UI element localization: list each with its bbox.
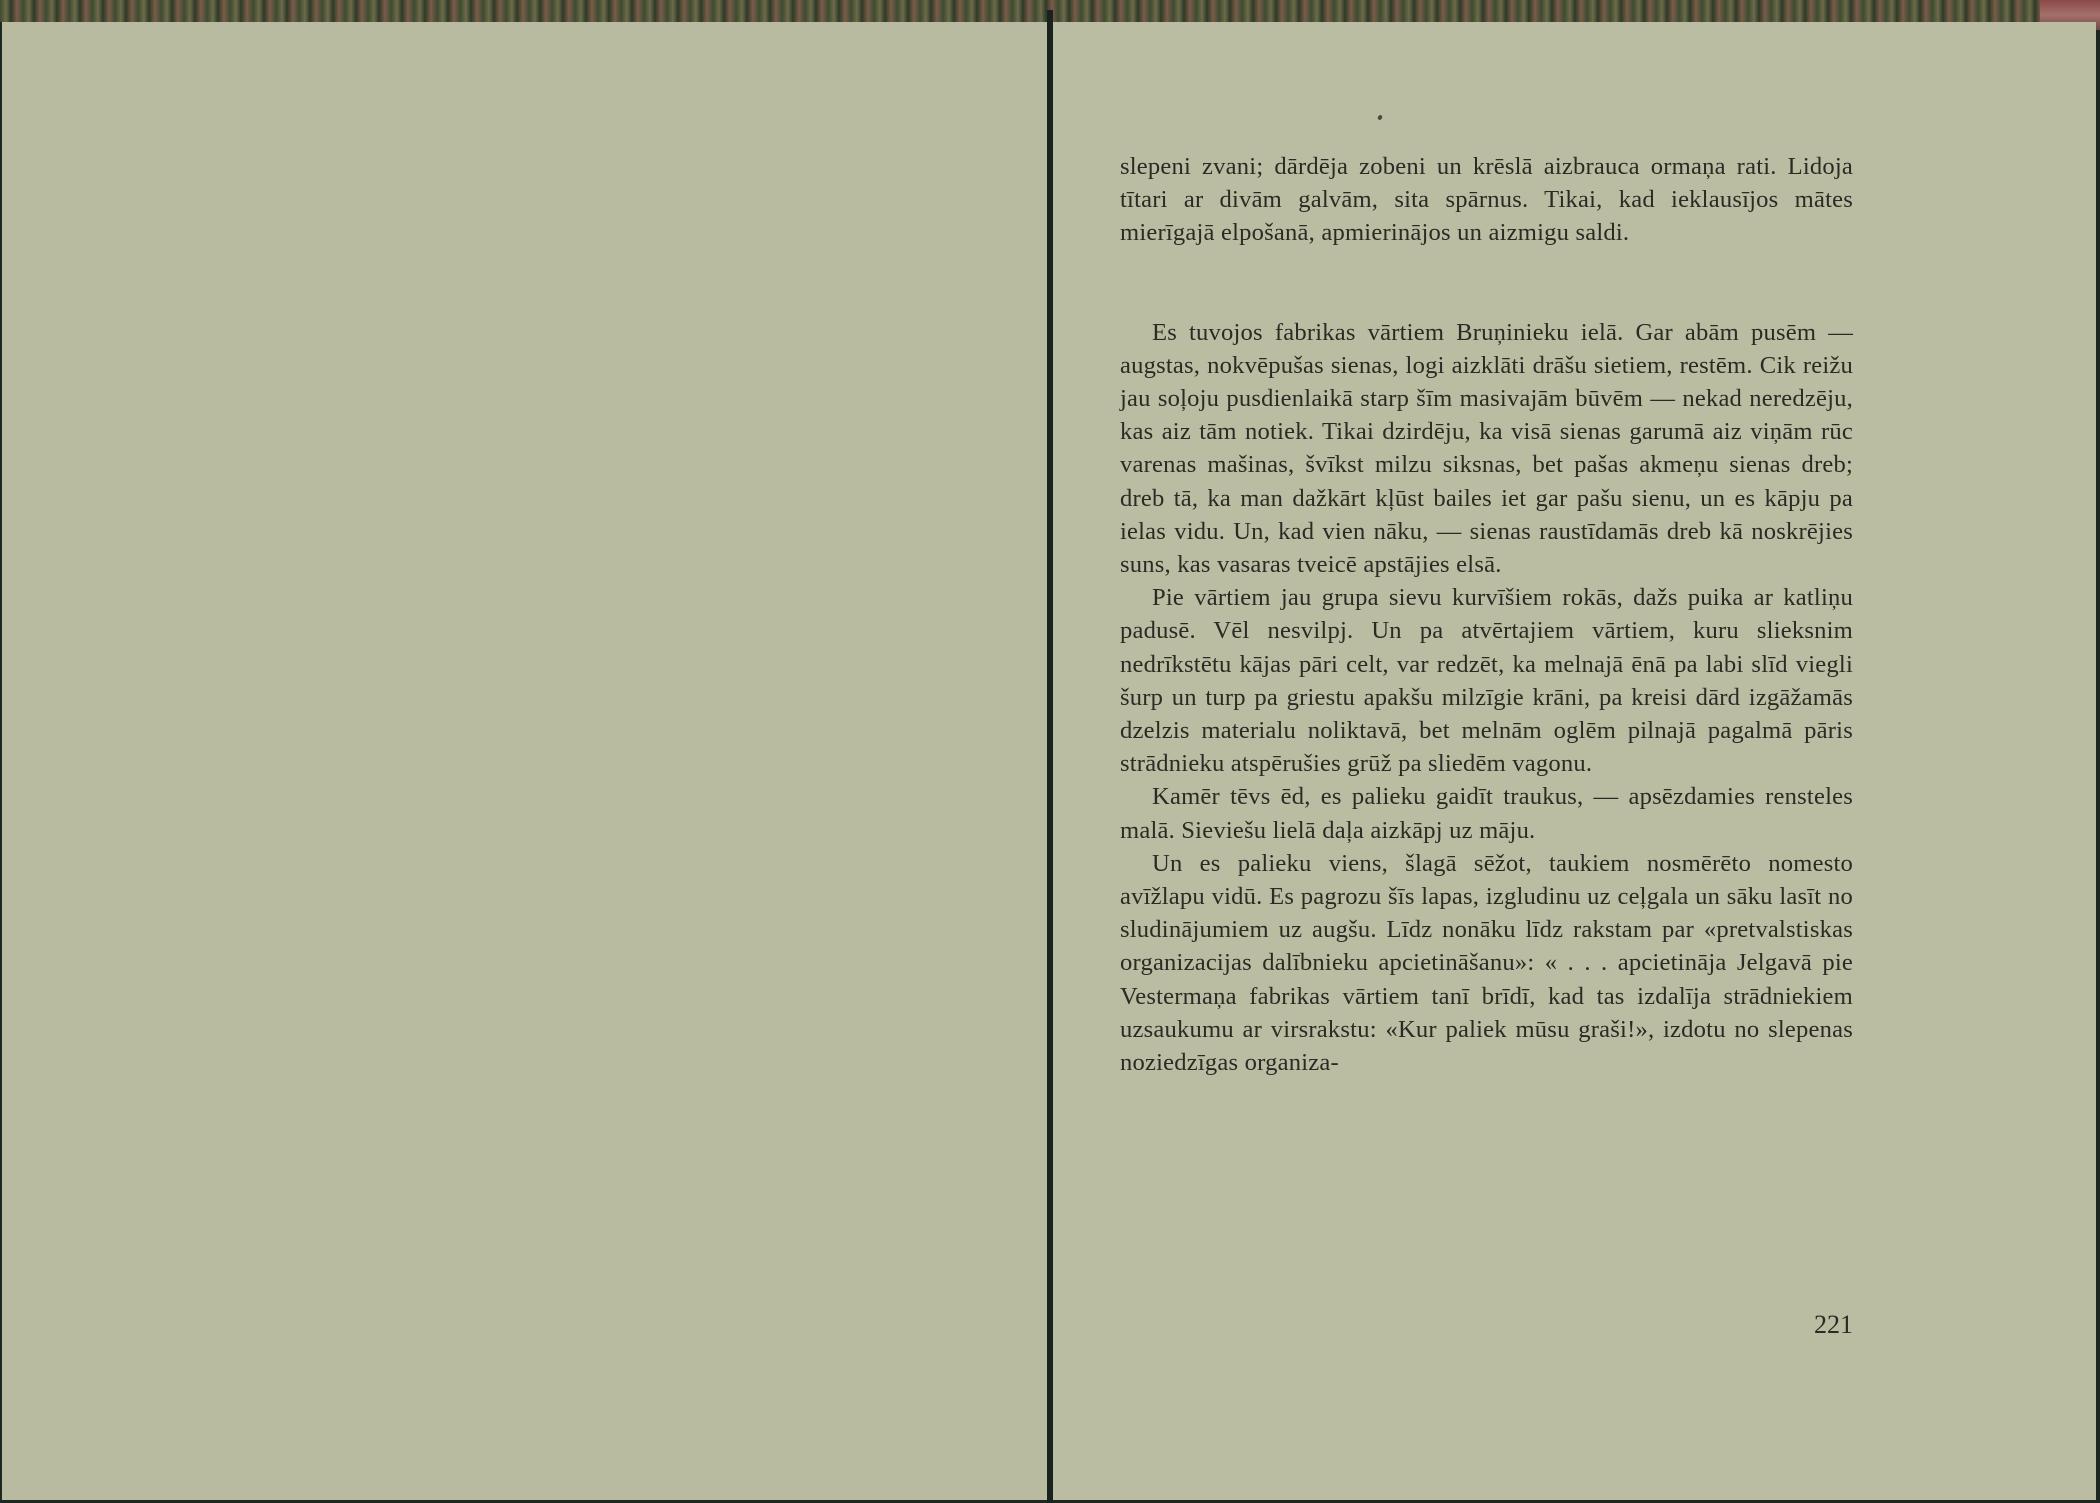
paragraph-section-start: Es tuvojos fabrikas vārtiem Bruņinieku ielā. Gar abām pusēm — augstas, nokvēpušas sienas, logi aizklāti drāšu sietiem, restēm. Cik reižu jau soļoju pusdienlaikā starp šīm masivajām būvēm — nekad neredzēju, kas aiz tām notiek. Tikai dzirdēju, ka visā sienas garumā aiz viņām rūc varenas mašinas, švīkst milzu siksnas, bet pašas akmeņu sienas dreb; dreb tā, ka man dažkārt kļūst bailes iet gar pašu sienu, un es kāpju pa ielas vidu. Un, kad vien nāku, — sienas raustīdamās dreb kā noskrējies suns, kas vasaras tveicē apstājies elsā.	[1120, 318, 1853, 579]
paragraph-continuation: slepeni zvani; dārdēja zobeni un krēslā aizbrauca ormaņa rati. Lidoja tītari ar divām galvām, sita spārnus. Tikai, kad ieklausījos mātes mierīgajā elpošanā, apmierinājos un aizmigu saldi.	[1120, 153, 1853, 247]
page-number: 221	[1814, 1310, 1853, 1339]
left-page-blank	[2, 22, 1047, 1500]
paragraph: Pie vārtiem jau grupa sievu kurvīšiem rokās, dažs puika ar katliņu padusē. Vēl nesvilpj. Un pa atvērtajiem vārtiem, kuru slieksnim nedrīkstētu kājas pāri celt, var redzēt, ka melnajā ēnā pa labi slīd viegli šurp un turp pa griestu apakšu milzīgie krāni, pa kreisi dārd izgāžamās dzelzis materialu noliktavā, bet melnām oglēm pilnajā pagalmā pāris strādnieku atspērušies grūž pa sliedēm vagonu.	[1120, 584, 1853, 778]
paragraph: Kamēr tēvs ēd, es palieku gaidīt traukus, — apsēzdamies rensteles malā. Sieviešu lielā daļa aizkāpj uz māju.	[1120, 783, 1853, 844]
page-text-body	[1120, 150, 1853, 1079]
paragraph: Un es palieku viens, šlagā sēžot, taukiem nosmērēto nomesto avīžlapu vidū. Es pagrozu šīs lapas, izgludinu uz ceļgala un sāku lasīt no sludinājumiem uz augšu. Līdz nonāku līdz rakstam par «pretvalstiskas organizacijas dalībnieku apcietināšanu»: « . . . apcietināja Jelgavā pie Vestermaņa fabrikas vārtiem tanī brīdī, kad tas izdalīja strādniekiem uzsaukumu ar virsrakstu: «Kur paliek mūsu graši!», izdotu no slepenas noziedzīgas organiza-	[1120, 849, 1853, 1077]
